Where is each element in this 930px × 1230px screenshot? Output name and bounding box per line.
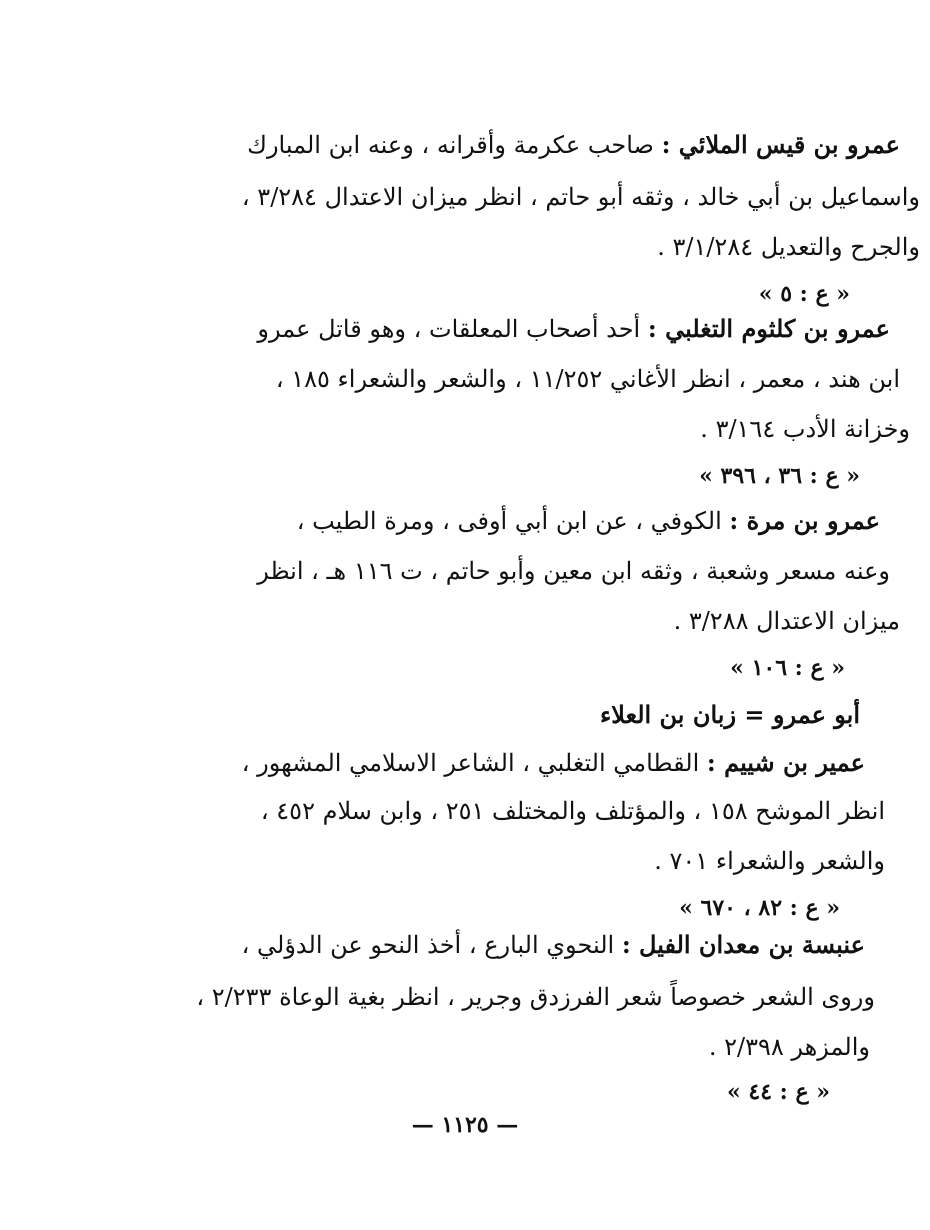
entry-5-head: عمير بن شييم :: [706, 748, 865, 777]
entry-3-head: عمرو بن مرة :: [729, 506, 880, 535]
entry-1-marker: « ع : ٥ »: [758, 281, 850, 307]
entry-3-marker: « ع : ١٠٦ »: [730, 655, 845, 681]
entry-1-head: عمرو بن قيس الملائي :: [661, 130, 900, 159]
entry-2-text-1: أحد أصحاب المعلقات ، وهو قاتل عمرو: [257, 315, 641, 343]
entry-5-line-2: انظر الموشح ١٥٨ ، والمؤتلف والمختلف ٢٥١ ، وابن سلام ٤٥٢ ،: [260, 797, 885, 825]
entry-6-text-1: النحوي البارع ، أخذ النحو عن الدؤلي ،: [241, 931, 615, 959]
entry-3-line-1: [297, 506, 880, 536]
entry-4-head: أبو عمرو = زبان بن العلاء: [600, 700, 860, 729]
entry-2-line-3: وخزانة الأدب ٣/١٦٤ .: [700, 415, 910, 443]
entry-3-line-3: ميزان الاعتدال ٣/٢٨٨ .: [673, 607, 900, 635]
entry-5-marker: « ع : ٨٢ ، ٦٧٠ »: [679, 895, 840, 921]
page-number: — ١١٢٥ —: [411, 1112, 519, 1138]
entry-1-line-1: [247, 130, 900, 160]
entry-6-line-2: وروى الشعر خصوصاً شعر الفرزدق وجرير ، انظر بغية الوعاة ٢/٢٣٣ ،: [196, 983, 875, 1011]
entry-1-text-1: صاحب عكرمة وأقرانه ، وعنه ابن المبارك: [247, 131, 654, 159]
entry-2-line-1: [257, 314, 890, 344]
entry-6-head: عنبسة بن معدان الفيل :: [621, 930, 865, 959]
entry-5-line-1: [242, 748, 865, 778]
entry-6-line-1: [242, 930, 865, 960]
entry-3-line-2: وعنه مسعر وشعبة ، وثقه ابن معين وأبو حاتم ، ت ١١٦ هـ ، انظر: [257, 557, 890, 585]
entry-3-text-1: الكوفي ، عن ابن أبي أوفى ، ومرة الطيب ،: [296, 507, 722, 535]
entry-1-line-2: واسماعيل بن أبي خالد ، وثقه أبو حاتم ، انظر ميزان الاعتدال ٣/٢٨٤ ،: [241, 183, 920, 211]
entry-2-line-2: ابن هند ، معمر ، انظر الأغاني ١١/٢٥٢ ، والشعر والشعراء ١٨٥ ،: [275, 365, 900, 393]
entry-2-head: عمرو بن كلثوم التغلبي :: [647, 314, 890, 343]
entry-1-line-3: والجرح والتعديل ٣/١/٢٨٤ .: [657, 233, 920, 261]
entry-6-marker: « ع : ٤٤ »: [726, 1079, 830, 1105]
entry-6-line-3: والمزهر ٢/٣٩٨ .: [708, 1033, 870, 1061]
entry-5-line-3: والشعر والشعراء ٧٠١ .: [654, 847, 885, 875]
entry-5-text-1: القطامي التغلبي ، الشاعر الاسلامي المشهور ،: [241, 749, 700, 777]
entry-2-marker: « ع : ٣٦ ، ٣٩٦ »: [699, 463, 860, 489]
